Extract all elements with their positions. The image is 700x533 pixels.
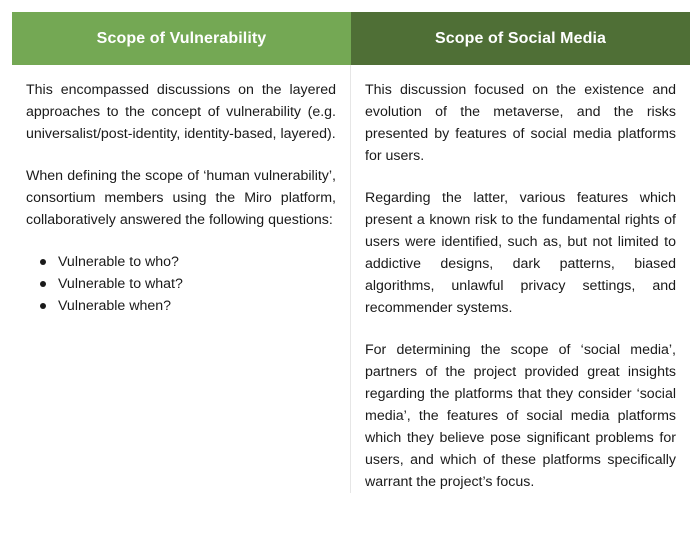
header-scope-of-social-media: Scope of Social Media [351,12,690,65]
list-item [38,295,336,317]
social-media-paragraph-3: For determining the scope of ‘social media’, partners of the project provided great insights regarding the platforms that they consider ‘social media’, the features of social media platforms which they believe pose significant problems for users, and which of these platforms specifically warrant the project’s focus. [365,342,676,490]
bullet-icon [40,281,46,287]
vulnerability-paragraph-1: This encompassed discussions on the layered approaches to the concept of vulnerability (e.g. universalist/post-identity, identity-based, layered). [26,82,336,142]
list-item-text: Vulnerable to what? [58,276,183,292]
vulnerability-paragraph-2: When defining the scope of ‘human vulnerability’, consortium members using the Miro platform, collaboratively answered the following questions: [26,168,336,228]
bullet-icon [40,259,46,265]
social-media-paragraph-2: Regarding the latter, various features which present a known risk to the fundamental rights of users were identified, such as, but not limited to addictive designs, dark patterns, biased algorithms, unlawful privacy settings, and recommender systems. [365,190,676,316]
table-header-row [12,12,690,65]
vulnerability-column [12,65,351,493]
questions-list [26,251,336,317]
list-item [38,251,336,273]
header-scope-of-vulnerability: Scope of Vulnerability [12,12,351,65]
list-item [38,273,336,295]
scope-table [12,12,690,493]
table-body-row [12,65,690,493]
list-item-text: Vulnerable when? [58,298,172,314]
social-media-column [351,65,690,493]
bullet-icon [40,303,46,309]
social-media-paragraph-1: This discussion focused on the existence and evolution of the metaverse, and the risks presented by features of social media platforms for users. [365,82,676,164]
list-item-text: Vulnerable to who? [58,254,179,270]
